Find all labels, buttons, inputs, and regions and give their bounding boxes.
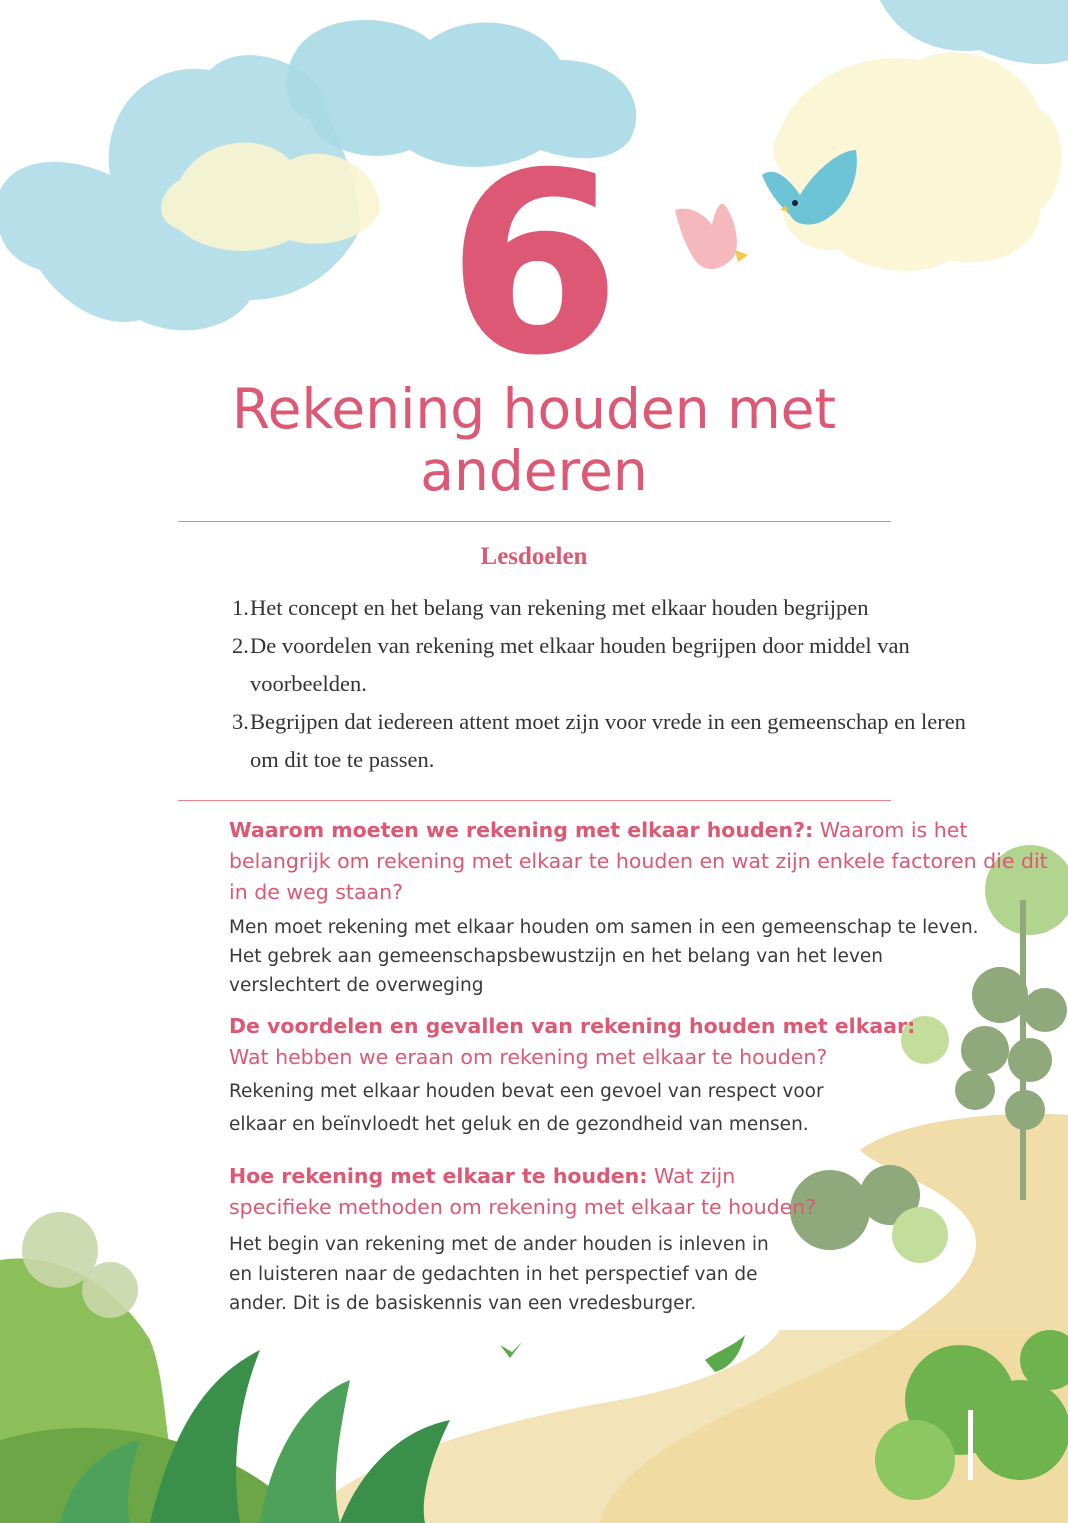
section-lead: Waarom moeten we rekening met elkaar houden?: <box>229 818 814 842</box>
chapter-number: 6 <box>447 119 621 410</box>
goal-text: Het concept en het belang van rekening met elkaar houden begrijpen <box>250 595 869 620</box>
goal-number: 1. <box>232 595 249 620</box>
section-question-text: Wat hebben we eraan om rekening met elkaar te houden? <box>229 1045 828 1069</box>
chapter-title: Rekening houden met anderen <box>231 377 837 503</box>
section-answer: Het begin van rekening met de ander houden is inleven in en luisteren naar de gedachten in het perspectief van de ander. Dit is de basiskennis van een vredesburger. <box>229 1234 769 1314</box>
goal-item <box>232 627 992 703</box>
section-question <box>229 1161 839 1223</box>
divider-middle <box>178 800 891 801</box>
section-question-text: Waarom is het belangrijk om rekening met elkaar te houden en wat zijn enkele factoren die dit in de weg staan? <box>229 818 1048 904</box>
goals-heading: Lesdoelen <box>480 543 588 570</box>
goals-list <box>232 589 992 779</box>
goal-number: 2. <box>232 633 249 658</box>
divider-top <box>178 521 891 522</box>
section-lead: Hoe rekening met elkaar te houden: <box>229 1164 648 1188</box>
section-question <box>229 815 1049 908</box>
section-question <box>229 1011 929 1073</box>
section-answer: Men moet rekening met elkaar houden om samen in een gemeenschap te leven. Het gebrek aan gemeenschapsbewustzijn en het belang van het leven verslechtert de overweging <box>229 917 979 996</box>
section-question-text: Wat zijn specifieke methoden om rekening met elkaar te houden? <box>229 1164 817 1219</box>
goal-item <box>232 589 992 627</box>
section-lead: De voordelen en gevallen van rekening houden met elkaar: <box>229 1014 916 1038</box>
goal-text: Begrijpen dat iedereen attent moet zijn voor vrede in een gemeenschap en leren om dit toe te passen. <box>250 709 966 772</box>
goal-number: 3. <box>232 709 249 734</box>
section-answer: Rekening met elkaar houden bevat een gevoel van respect voor elkaar en beïnvloedt het geluk en de gezondheid van mensen. <box>229 1081 824 1135</box>
goal-text: De voordelen van rekening met elkaar houden begrijpen door middel van voorbeelden. <box>250 633 910 696</box>
goal-item <box>232 703 992 779</box>
